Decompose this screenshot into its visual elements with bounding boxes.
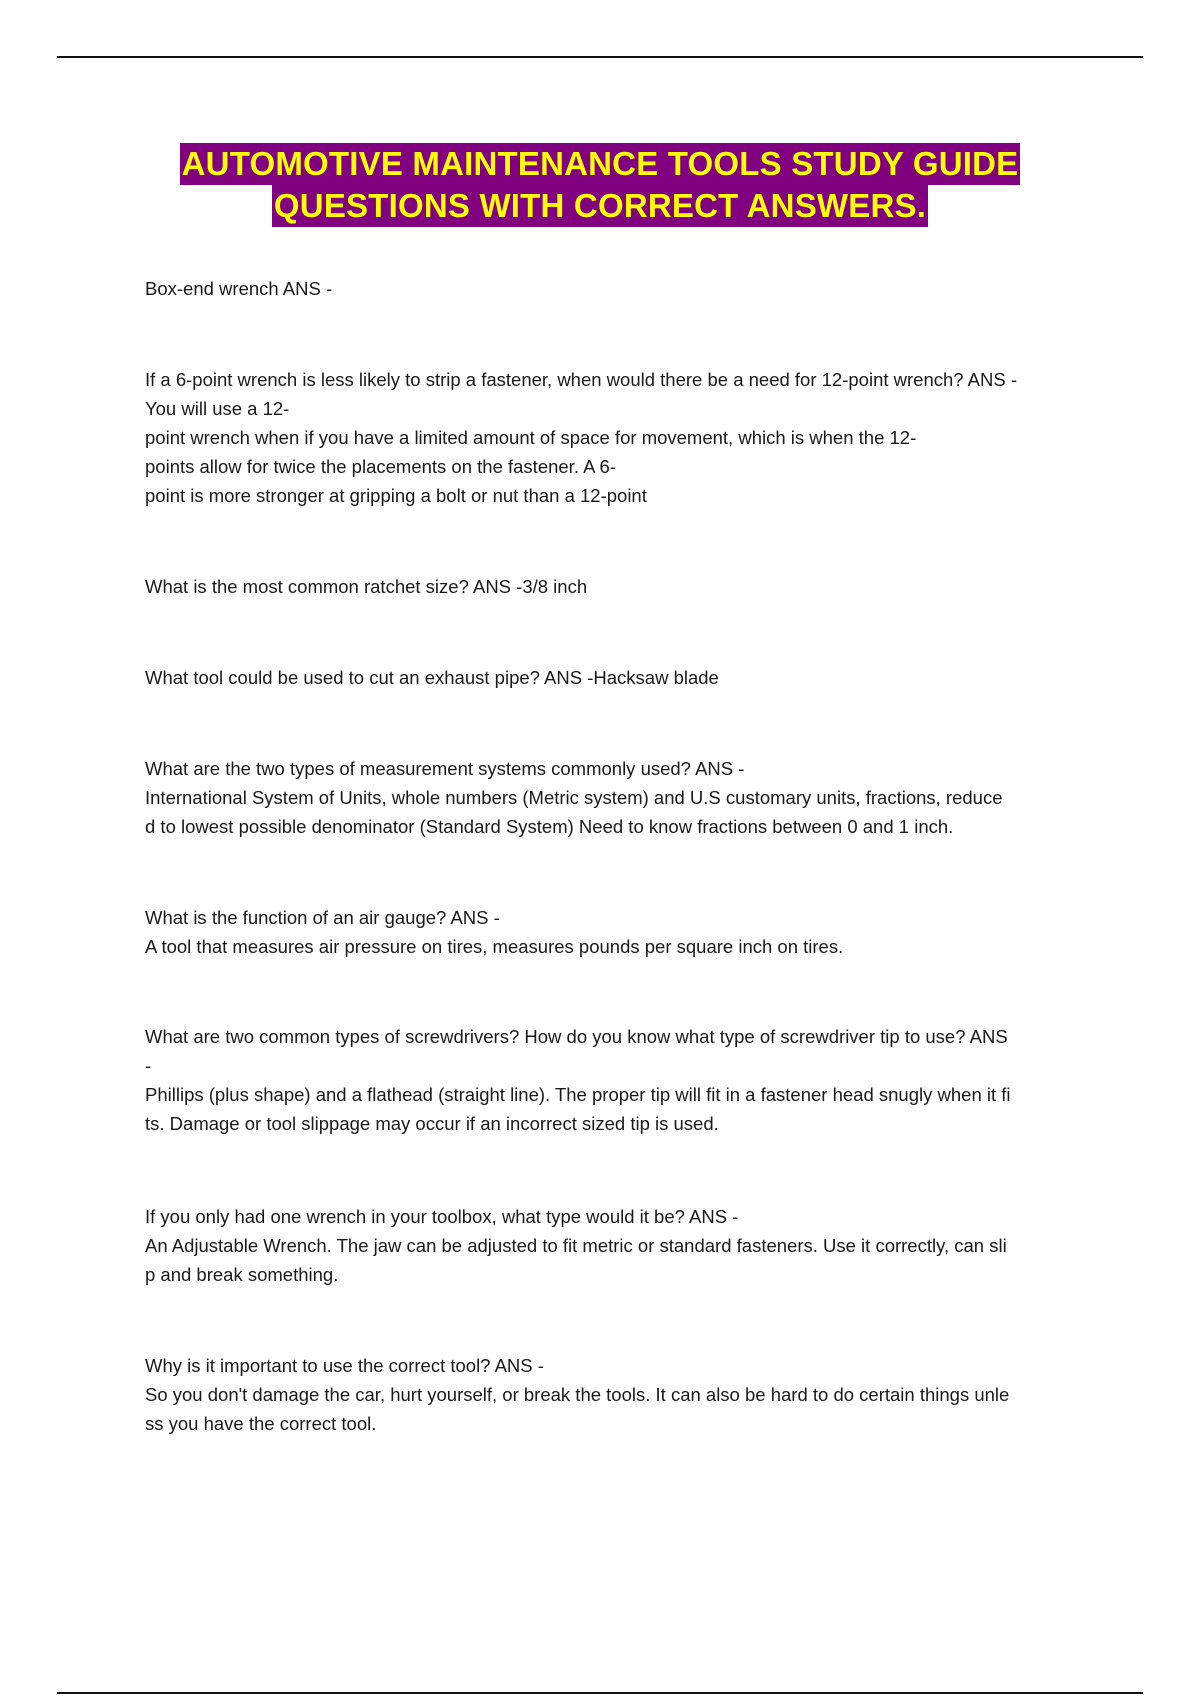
- qa-item-air-gauge: [145, 903, 1085, 961]
- title-line-1: AUTOMOTIVE MAINTENANCE TOOLS STUDY GUIDE: [180, 143, 1021, 185]
- title-line-2: QUESTIONS WITH CORRECT ANSWERS.: [272, 185, 928, 227]
- answer-text: d to lowest possible denominator (Standard System) Need to know fractions between 0 and 1 inch.: [145, 816, 954, 837]
- qa-item-correct-tool: [145, 1351, 1085, 1438]
- answer-text: Phillips (plus shape) and a flathead (straight line). The proper tip will fit in a fastener head snugly when it fi: [145, 1084, 1011, 1105]
- bottom-divider-line: [57, 1692, 1143, 1694]
- question-text: Why is it important to use the correct tool? ANS -: [145, 1355, 544, 1376]
- question-text: What tool could be used to cut an exhaust pipe? ANS -Hacksaw blade: [145, 667, 719, 688]
- question-text: What is the most common ratchet size? ANS -3/8 inch: [145, 576, 588, 597]
- answer-text: -: [145, 1055, 152, 1076]
- qa-item-measurement-systems: [145, 754, 1085, 841]
- answer-text: International System of Units, whole numbers (Metric system) and U.S customary units, fractions, reduce: [145, 787, 1003, 808]
- qa-item-box-end-wrench: [145, 274, 1085, 303]
- answer-text: point is more stronger at gripping a bolt or nut than a 12-point: [145, 485, 647, 506]
- question-text: What is the function of an air gauge? ANS -: [145, 907, 500, 928]
- qa-item-ratchet-size: [145, 572, 1085, 601]
- answer-text: So you don't damage the car, hurt yourself, or break the tools. It can also be hard to do certain things unle: [145, 1384, 1010, 1405]
- answer-text: You will use a 12-: [145, 398, 290, 419]
- top-divider-line: [57, 56, 1143, 58]
- answer-text: A tool that measures air pressure on tires, measures pounds per square inch on tires.: [145, 936, 844, 957]
- qa-item-exhaust-pipe: [145, 663, 1085, 692]
- question-text: What are two common types of screwdrivers? How do you know what type of screwdriver tip to use? ANS: [145, 1026, 1008, 1047]
- question-text: If a 6-point wrench is less likely to strip a fastener, when would there be a need for 12-point wrench? ANS -: [145, 369, 1018, 390]
- answer-text: point wrench when if you have a limited amount of space for movement, which is when the 12-: [145, 427, 917, 448]
- answer-text: ts. Damage or tool slippage may occur if an incorrect sized tip is used.: [145, 1113, 719, 1134]
- question-text: What are the two types of measurement systems commonly used? ANS -: [145, 758, 745, 779]
- answer-text: ss you have the correct tool.: [145, 1413, 377, 1434]
- qa-item-six-vs-twelve-point: [145, 365, 1085, 510]
- answer-text: An Adjustable Wrench. The jaw can be adjusted to fit metric or standard fasteners. Use it correctly, can sli: [145, 1235, 1007, 1256]
- answer-text: p and break something.: [145, 1264, 339, 1285]
- answer-text: points allow for twice the placements on the fastener. A 6-: [145, 456, 616, 477]
- question-text: If you only had one wrench in your toolbox, what type would it be? ANS -: [145, 1206, 739, 1227]
- qa-item-one-wrench: [145, 1202, 1085, 1289]
- qa-item-screwdrivers: [145, 1022, 1085, 1138]
- document-title: [0, 143, 1200, 227]
- question-text: Box-end wrench ANS -: [145, 278, 333, 299]
